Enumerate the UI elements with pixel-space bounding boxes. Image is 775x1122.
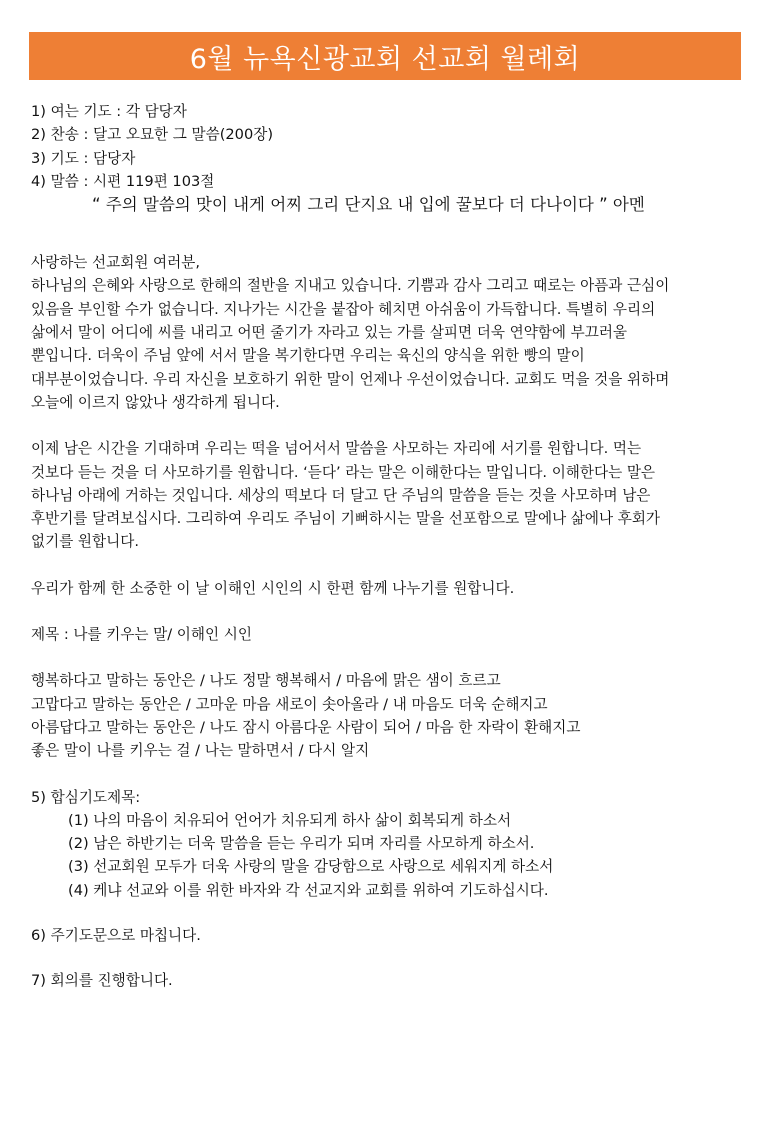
poem-intro: 우리가 함께 한 소중한 이 날 이해인 시인의 시 한편 함께 나누기를 원합니다.: [31, 579, 515, 597]
prayer-item: (4) 케냐 선교와 이를 위한 바자와 각 선교지와 교회를 위하여 기도하십시다.: [68, 881, 549, 899]
closing-item: 7) 회의를 진행합니다.: [31, 972, 173, 990]
agenda-item: 2) 찬송 : 달고 오묘한 그 말씀(200장): [31, 126, 274, 144]
page-title: 6월 뉴욕신광교회 선교회 월례회: [189, 43, 581, 75]
poem-line: 좋은 말이 나를 키우는 걸 / 나는 말하면서 / 다시 알지: [31, 742, 370, 760]
paragraph-line: 뿐입니다. 더욱이 주님 앞에 서서 말을 복기한다면 우리는 육신의 양식을 위한 빵의 말이: [31, 347, 585, 365]
second-paragraph: [31, 437, 743, 553]
agenda-list: [31, 100, 743, 193]
prayer-item: (3) 선교회원 모두가 더욱 사랑의 말을 감당함으로 사랑으로 세워지게 하소서: [68, 858, 554, 876]
paragraph-line: 것보다 듣는 것을 더 사모하기를 원합니다. ‘듣다’ 라는 말은 이해한다는 말입니다. 이해한다는 말은: [31, 463, 656, 481]
title-banner: [29, 32, 741, 80]
paragraph-line: 있음을 부인할 수가 없습니다. 지나가는 시간을 붙잡아 헤치면 아쉬움이 가득합니다. 특별히 우리의: [31, 300, 656, 318]
closing-item: 6) 주기도문으로 마칩니다.: [31, 927, 201, 945]
paragraph-line: 하나님의 은혜와 사랑으로 한해의 절반을 지내고 있습니다. 기쁨과 감사 그리고 때로는 아픔과 근심이: [31, 277, 670, 295]
paragraph-line: 이제 남은 시간을 기대하며 우리는 떡을 넘어서서 말씀을 사모하는 자리에 서기를 원합니다. 먹는: [31, 440, 642, 458]
prayer-item: (1) 나의 마음이 치유되어 언어가 치유되게 하사 삶이 회복되게 하소서: [68, 811, 512, 829]
poem-line: 행복하다고 말하는 동안은 / 나도 정말 행복해서 / 마음에 맑은 샘이 흐르고: [31, 672, 501, 690]
agenda-item: 3) 기도 : 담당자: [31, 149, 136, 167]
paragraph-line: 없기를 원합니다.: [31, 533, 139, 551]
agenda-item: 4) 말씀 : 시편 119편 103절: [31, 172, 215, 190]
poem-title: 제목 : 나를 키우는 말/ 이해인 시인: [31, 626, 252, 644]
agenda-item: 1) 여는 기도 : 각 담당자: [31, 103, 187, 120]
prayer-list: [31, 809, 743, 902]
paragraph-line: 사랑하는 선교회원 여러분,: [31, 254, 200, 272]
paragraph-line: 후반기를 달려보십시다. 그리하여 우리도 주님이 기뻐하시는 말을 선포함으로 말에나 삶에나 후회가: [31, 510, 661, 528]
paragraph-line: 삶에서 말이 어디에 씨를 내리고 어떤 줄기가 자라고 있는 가를 살피면 더욱 연약함에 부끄러울: [31, 324, 628, 342]
opening-paragraph: [31, 251, 743, 414]
poem: [31, 669, 743, 762]
poem-line: 고맙다고 말하는 동안은 / 고마운 마음 새로이 솟아올라 / 내 마음도 더욱 순해지고: [31, 695, 548, 713]
prayer-heading: 5) 합심기도제목:: [31, 788, 141, 806]
prayer-item: (2) 남은 하반기는 더욱 말씀을 듣는 우리가 되며 자리를 사모하게 하소서.: [68, 835, 535, 853]
scripture-verse: “ 주의 말씀의 맛이 내게 어찌 그리 단지요 내 입에 꿀보다 더 다나이다 ” 아멘: [92, 195, 645, 215]
document-body: [31, 100, 743, 993]
paragraph-line: 하나님 아래에 거하는 것입니다. 세상의 떡보다 더 달고 단 주님의 말씀을 듣는 것을 사모하며 남은: [31, 486, 651, 504]
paragraph-line: 오늘에 이르지 않았나 생각하게 됩니다.: [31, 393, 280, 411]
poem-line: 아름답다고 말하는 동안은 / 나도 잠시 아름다운 사람이 되어 / 마음 한 자락이 환해지고: [31, 718, 581, 736]
paragraph-line: 대부분이었습니다. 우리 자신을 보호하기 위한 말이 언제나 우선이었습니다. 교회도 먹을 것을 위하며: [31, 370, 670, 388]
